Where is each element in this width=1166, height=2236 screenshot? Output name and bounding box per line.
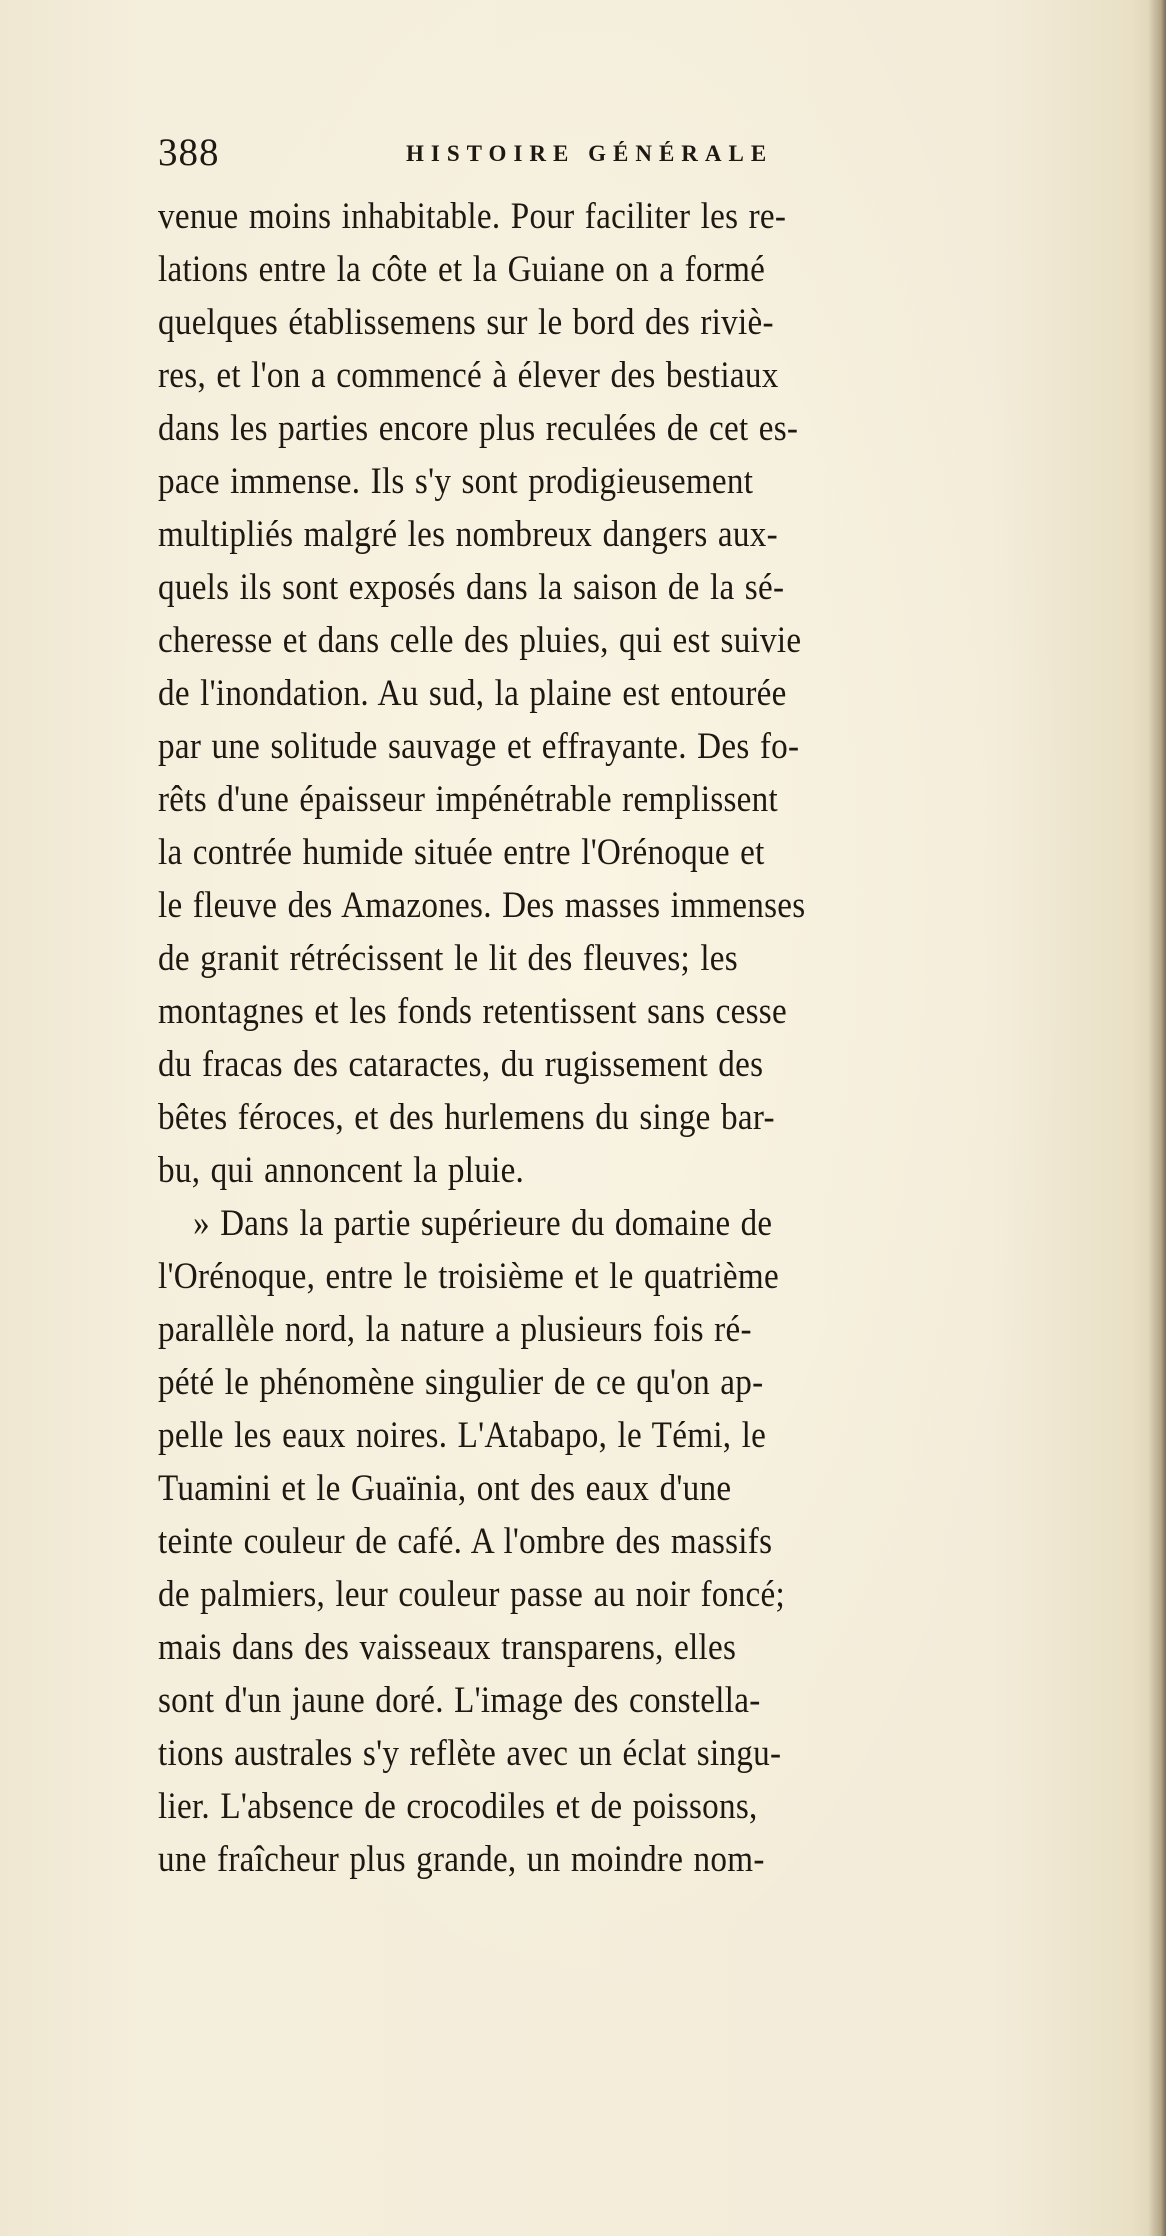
page-header xyxy=(158,128,1018,178)
text-line: la contrée humide située entre l'Orénoque et xyxy=(158,832,765,873)
text-line: le fleuve des Amazones. Des masses immenses xyxy=(158,885,806,926)
text-line: bêtes féroces, et des hurlemens du singe bar- xyxy=(158,1097,775,1138)
text-line: teinte couleur de café. A l'ombre des massifs xyxy=(158,1521,773,1562)
text-line: venue moins inhabitable. Pour faciliter les re- xyxy=(158,196,787,237)
page-gutter-shadow xyxy=(1148,0,1166,2236)
text-line: pelle les eaux noires. L'Atabapo, le Témi, le xyxy=(158,1415,767,1456)
body-text xyxy=(158,190,1128,1886)
text-line: cheresse et dans celle des pluies, qui est suivie xyxy=(158,620,802,661)
text-line: multipliés malgré les nombreux dangers aux- xyxy=(158,514,778,555)
text-line: lations entre la côte et la Guiane on a formé xyxy=(158,249,766,290)
text-line: pété le phénomène singulier de ce qu'on ap- xyxy=(158,1362,764,1403)
text-line: » Dans la partie supérieure du domaine de xyxy=(193,1203,773,1244)
text-line: rêts d'une épaisseur impénétrable remplissent xyxy=(158,779,778,820)
text-line: res, et l'on a commencé à élever des bestiaux xyxy=(158,355,779,396)
running-head: HISTOIRE GÉNÉRALE xyxy=(406,141,774,166)
text-line: bu, qui annoncent la pluie. xyxy=(158,1150,525,1191)
text-line: quelques établissemens sur le bord des riviè- xyxy=(158,302,774,343)
text-line: une fraîcheur plus grande, un moindre nom- xyxy=(158,1839,765,1880)
text-line: par une solitude sauvage et effrayante. Des fo- xyxy=(158,726,800,767)
text-line: sont d'un jaune doré. L'image des constella- xyxy=(158,1680,761,1721)
text-line: de granit rétrécissent le lit des fleuves; les xyxy=(158,938,738,979)
text-line: parallèle nord, la nature a plusieurs fois ré- xyxy=(158,1309,752,1350)
text-line: Tuamini et le Guaïnia, ont des eaux d'une xyxy=(158,1468,732,1509)
text-line: mais dans des vaisseaux transparens, elles xyxy=(158,1627,737,1668)
text-line: quels ils sont exposés dans la saison de la sé- xyxy=(158,567,785,608)
text-line: montagnes et les fonds retentissent sans cesse xyxy=(158,991,787,1032)
text-line: du fracas des cataractes, du rugissement des xyxy=(158,1044,764,1085)
text-line: dans les parties encore plus reculées de cet es- xyxy=(158,408,799,449)
text-line: pace immense. Ils s'y sont prodigieusement xyxy=(158,461,754,502)
text-line: de palmiers, leur couleur passe au noir foncé; xyxy=(158,1574,785,1615)
text-line: l'Orénoque, entre le troisième et le quatrième xyxy=(158,1256,779,1297)
text-line: de l'inondation. Au sud, la plaine est entourée xyxy=(158,673,787,714)
text-line: lier. L'absence de crocodiles et de poissons, xyxy=(158,1786,758,1827)
page-number: 388 xyxy=(158,131,220,174)
text-line: tions australes s'y reflète avec un éclat singu- xyxy=(158,1733,782,1774)
